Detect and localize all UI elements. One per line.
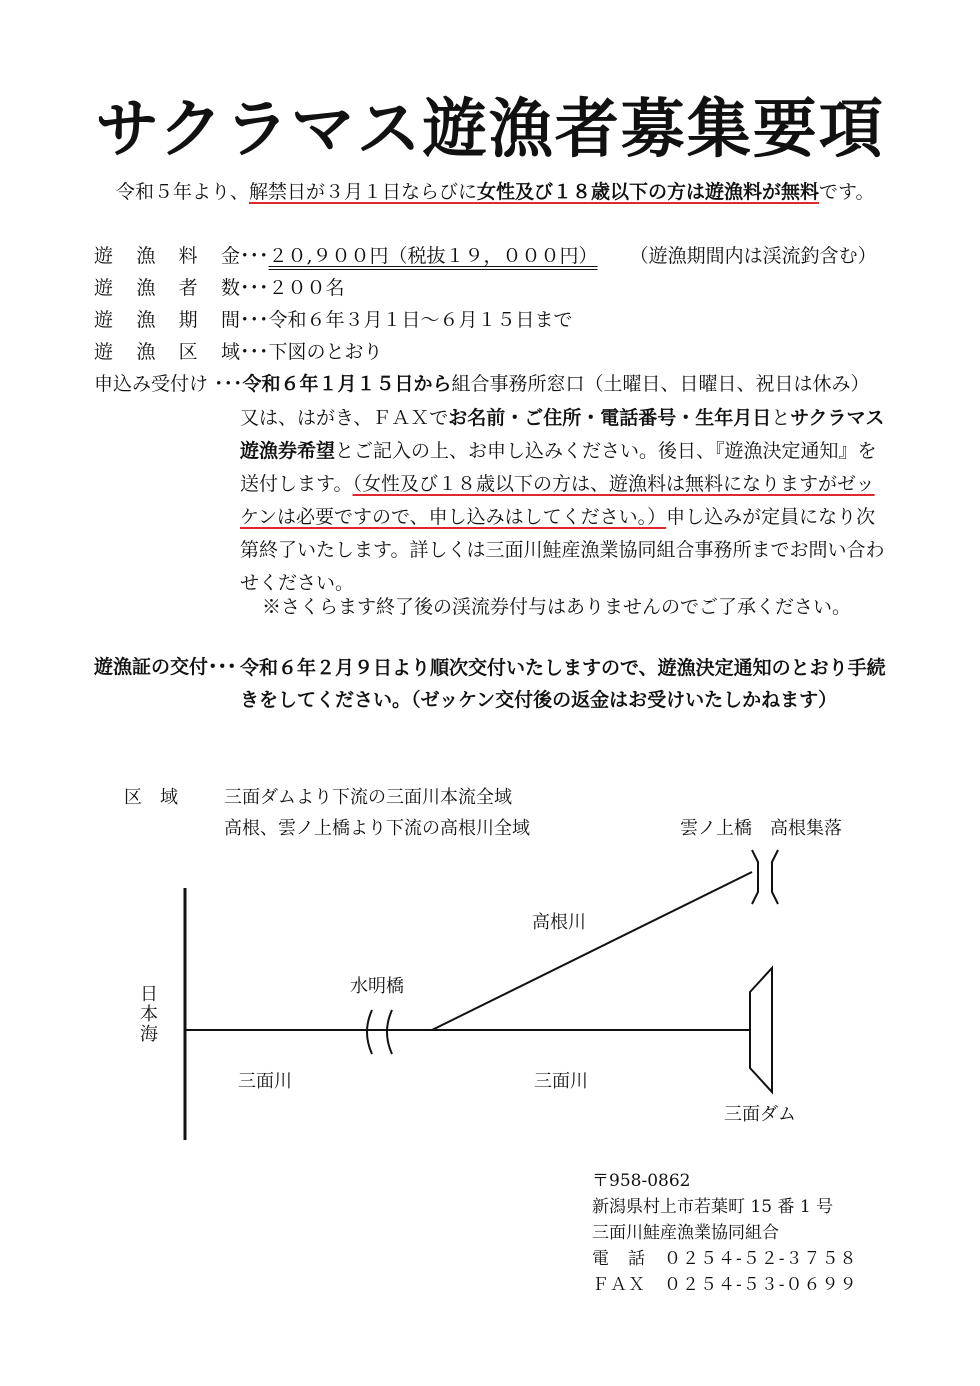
apply-required-fields: お名前・ご住所・電話番号・生年月日 (448, 407, 772, 429)
sea-label: 日本海 (140, 984, 158, 1045)
phone-number: 電 話 ０２５４-５２-３７５８ (592, 1249, 858, 1269)
dam-shape (750, 968, 772, 1092)
row-label: 遊 漁 区 域 (94, 341, 240, 363)
takane-river-label: 高根川 (532, 912, 586, 933)
apply-text: と (771, 407, 791, 429)
issue-label: 遊漁証の交付･･･ (94, 656, 237, 678)
intro-part2: 解禁日が３月１日ならびに (249, 181, 478, 203)
row-dots: ･･･ (240, 245, 269, 267)
period-value: 令和６年３月１日～６月１５日まで (268, 309, 573, 331)
issue-text: 令和６年２月９日より順次交付いたしますので、遊漁決定通知のとおり手続きをしてください。（ゼッケン交付後の返金はお受けいたしかねます） (240, 657, 886, 711)
kumonoue-bridge-left (752, 850, 758, 904)
map-area-line1: 三面ダムより下流の三面川本流全域 (224, 787, 512, 808)
intro-part3: 女性及び１８歳以下の方は遊漁料が無料 (477, 181, 820, 203)
mioumote-river-label-left: 三面川 (238, 1071, 292, 1092)
dam-label: 三面ダム (724, 1104, 796, 1125)
intro-part1: 令和５年より、 (116, 181, 250, 203)
intro-part4: です。 (819, 181, 875, 203)
row-dots: ･･･ (214, 373, 243, 395)
suimei-bridge-label: 水明橋 (350, 976, 404, 997)
capacity-value: ２００名 (268, 277, 345, 299)
mioumote-river-label-right: 三面川 (534, 1071, 588, 1092)
apply-text: 又は、はがき、ＦＡＸで (240, 407, 449, 429)
apply-text: 申し込みが定員になり次第終了いたします。詳しくは三面川鮭産漁業協同組合事務所までお問い合わせください。 (240, 506, 885, 594)
application-window: 組合事務所窓口（土曜日、日曜日、祝日は休み） (451, 373, 870, 395)
page-title: サクラマス遊漁者募集要項 (95, 93, 885, 167)
apply-text: とご記入の上、お申し込みください。後日、『遊漁決定通知』を送付します。 (240, 440, 877, 495)
suimei-bridge-left (367, 1010, 372, 1054)
fee-note: （遊漁期間内は渓流釣含む） (629, 245, 877, 267)
area-value: 下図のとおり (268, 341, 383, 363)
suimei-bridge-right (387, 1010, 392, 1054)
map-area-line2: 高根、雲ノ上橋より下流の高根川全域 (224, 818, 530, 839)
kumonoue-bridge-right (772, 850, 778, 904)
row-label: 遊 漁 者 数 (94, 277, 240, 299)
row-label: 申込み受付け (94, 373, 209, 395)
row-dots: ･･･ (240, 277, 269, 299)
fee-value: ２０,９００円（税抜１９，０００円） (268, 245, 598, 267)
row-dots: ･･･ (240, 341, 269, 363)
organization-name: 三面川鮭産漁業協同組合 (592, 1223, 779, 1243)
takane-river-line (432, 872, 752, 1030)
row-label: 遊 漁 期 間 (94, 309, 240, 331)
apply-ticket-request: サクラマス遊漁券希望 (240, 407, 885, 462)
application-start: 令和６年１月１５日から (242, 373, 452, 395)
map-area-label: 区 域 (124, 787, 178, 808)
row-dots: ･･･ (240, 309, 269, 331)
postal-code: 〒958-0862 (592, 1171, 691, 1191)
street-address: 新潟県村上市若葉町 15 番 1 号 (592, 1197, 834, 1217)
row-label: 遊 漁 料 金 (94, 245, 240, 267)
mountain-ticket-note: ※さくらます終了後の渓流券付与はありませんのでご了承ください。 (262, 596, 852, 618)
map-kumonoue-label: 雲ノ上橋 高根集落 (680, 818, 842, 839)
fax-number: ＦＡＸ ０２５４-５３-０６９９ (592, 1275, 858, 1295)
contact-address (592, 1168, 858, 1298)
apply-free-note: （女性及び１８歳以下の方は、遊漁料は無料になりますがゼッケンは必要ですので、申し込みはしてください。） (240, 473, 875, 528)
